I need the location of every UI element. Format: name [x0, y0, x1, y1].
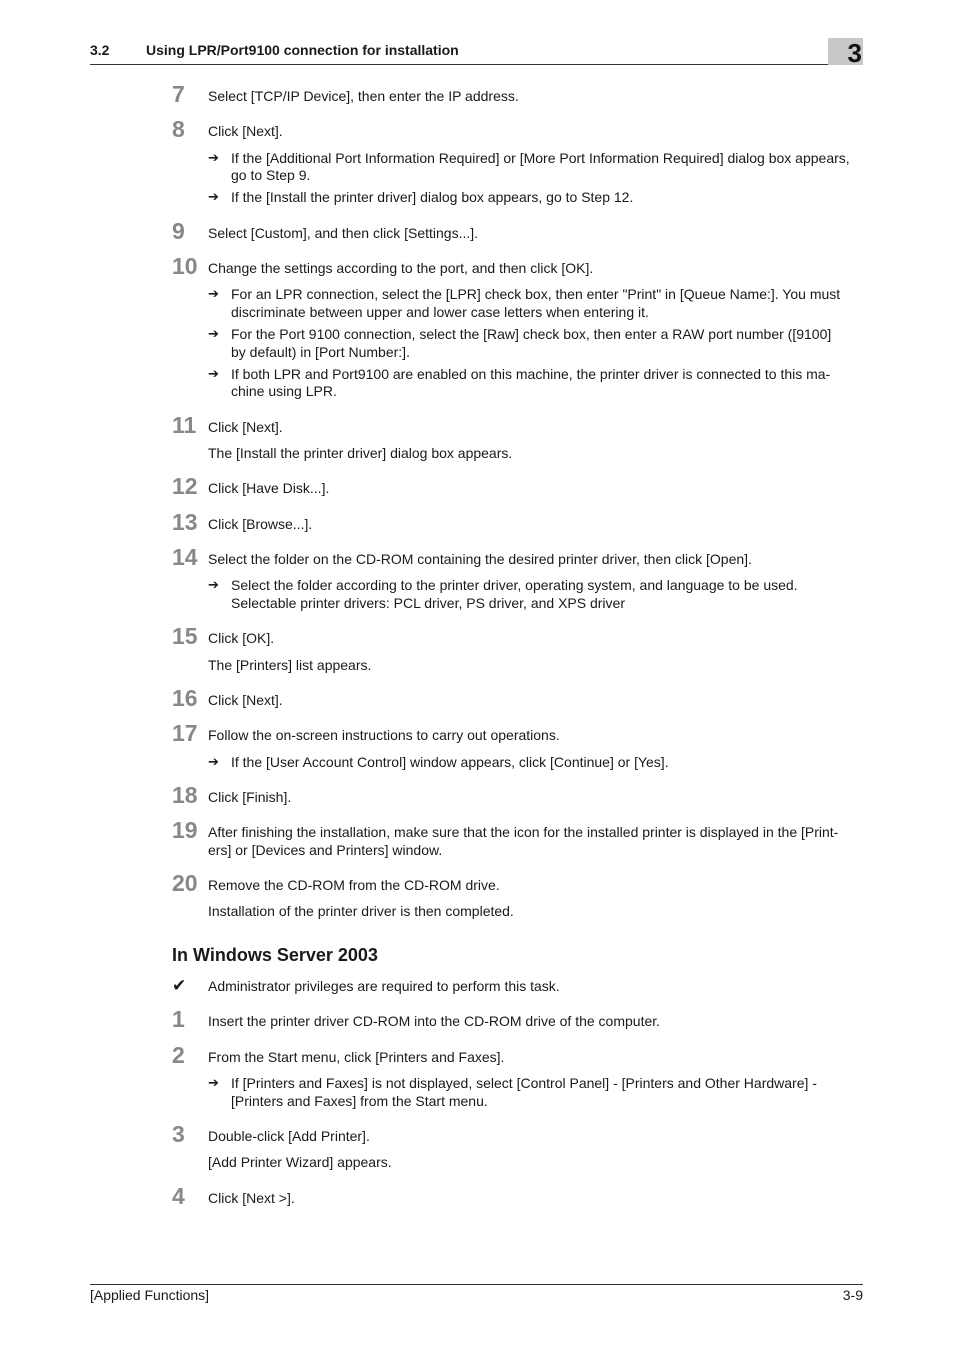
- check-icon: ✔: [172, 976, 187, 995]
- arrow-icon: ➔: [208, 754, 219, 769]
- step-number: 19: [172, 817, 198, 843]
- footer-rule: [90, 1284, 863, 1285]
- step-result: [Add Printer Wizard] appears.: [208, 1154, 392, 1170]
- bullet-text: For the Port 9100 connection, select the [Raw] check box, then enter a RAW port number ([9100]: [231, 326, 832, 342]
- bullet-text: by default) in [Port Number:].: [231, 344, 410, 360]
- bullet-text: discriminate between upper and lower case letters when entering it.: [231, 304, 649, 320]
- step-number: 4: [172, 1183, 185, 1209]
- step-result: The [Install the printer driver] dialog box appears.: [208, 445, 513, 461]
- step-number: 10: [172, 253, 198, 279]
- step-number: 15: [172, 623, 198, 649]
- step-text: Insert the printer driver CD-ROM into the CD-ROM drive of the computer.: [208, 1013, 661, 1029]
- step-number: 17: [172, 720, 198, 746]
- step-number: 3: [172, 1121, 185, 1147]
- bullet-text: If the [User Account Control] window appears, click [Continue] or [Yes].: [231, 754, 669, 770]
- bullet-text: If the [Additional Port Information Required] or [More Port Information Required] dialog box appears,: [231, 150, 850, 166]
- step-result: The [Printers] list appears.: [208, 657, 372, 673]
- chapter-tab: [828, 38, 863, 68]
- step-text: Select the folder on the CD-ROM containing the desired printer driver, then click [Open].: [208, 551, 752, 567]
- step-text: Click [Browse...].: [208, 516, 313, 532]
- bullet-text: [Printers and Faxes] from the Start menu.: [231, 1093, 488, 1109]
- bullet-text: Selectable printer drivers: PCL driver, PS driver, and XPS driver: [231, 595, 625, 611]
- footer-manual-name: [Applied Functions]: [90, 1287, 210, 1303]
- step-number: 20: [172, 870, 198, 896]
- step-text: ers] or [Devices and Printers] window.: [208, 842, 443, 858]
- step-text: After finishing the installation, make sure that the icon for the installed printer is displayed in the [Print-: [208, 824, 839, 840]
- step-result: Installation of the printer driver is then completed.: [208, 903, 514, 919]
- arrow-icon: ➔: [208, 286, 219, 301]
- section-heading: In Windows Server 2003: [172, 945, 378, 965]
- step-number: 9: [172, 218, 185, 244]
- bullet-text: go to Step 9.: [231, 167, 311, 183]
- step-number: 16: [172, 685, 198, 711]
- step-number: 2: [172, 1042, 185, 1068]
- header-section-number: 3.2: [90, 42, 110, 58]
- bullet-text: If both LPR and Port9100 are enabled on this machine, the printer driver is connected to this ma-: [231, 366, 831, 382]
- step-text: Select [Custom], and then click [Settings...].: [208, 225, 479, 241]
- footer-page-number: 3-9: [842, 1287, 863, 1303]
- step-number: 14: [172, 544, 198, 570]
- step-text: Select [TCP/IP Device], then enter the IP address.: [208, 88, 519, 104]
- step-number: 1: [172, 1006, 185, 1032]
- step-text: Click [Next].: [208, 123, 283, 139]
- step-number: 7: [172, 81, 185, 107]
- header-section-title: Using LPR/Port9100 connection for installation: [146, 42, 459, 58]
- step-text: Click [Finish].: [208, 789, 292, 805]
- arrow-icon: ➔: [208, 366, 219, 381]
- step-text: Double-click [Add Printer].: [208, 1128, 370, 1144]
- step-number: 13: [172, 509, 198, 535]
- step-text: Follow the on-screen instructions to carry out operations.: [208, 727, 560, 743]
- step-number: 12: [172, 473, 198, 499]
- bullet-text: For an LPR connection, select the [LPR] check box, then enter "Print" in [Queue Name:]. You must: [231, 286, 841, 302]
- step-text: Change the settings according to the port, and then click [OK].: [208, 260, 594, 276]
- arrow-icon: ➔: [208, 189, 219, 204]
- step-number: 11: [172, 412, 197, 438]
- arrow-icon: ➔: [208, 150, 219, 165]
- step-text: Click [Next >].: [208, 1190, 295, 1206]
- prerequisite-text: Administrator privileges are required to perform this task.: [208, 978, 560, 994]
- chapter-number: 3: [847, 38, 862, 68]
- arrow-icon: ➔: [208, 326, 219, 341]
- step-text: Click [Have Disk...].: [208, 480, 330, 496]
- bullet-text: If [Printers and Faxes] is not displayed, select [Control Panel] - [Printers and Other Hardware] -: [231, 1075, 817, 1091]
- step-number: 8: [172, 116, 185, 142]
- arrow-icon: ➔: [208, 577, 219, 592]
- step-text: Click [Next].: [208, 692, 283, 708]
- step-text: Click [Next].: [208, 419, 283, 435]
- bullet-text: chine using LPR.: [231, 383, 337, 399]
- step-text: Click [OK].: [208, 630, 275, 646]
- header-rule: [90, 64, 863, 65]
- step-text: Remove the CD-ROM from the CD-ROM drive.: [208, 877, 500, 893]
- step-number: 18: [172, 782, 198, 808]
- step-text: From the Start menu, click [Printers and Faxes].: [208, 1049, 505, 1065]
- arrow-icon: ➔: [208, 1075, 219, 1090]
- bullet-text: If the [Install the printer driver] dialog box appears, go to Step 12.: [231, 189, 634, 205]
- bullet-text: Select the folder according to the printer driver, operating system, and language to be used.: [231, 577, 798, 593]
